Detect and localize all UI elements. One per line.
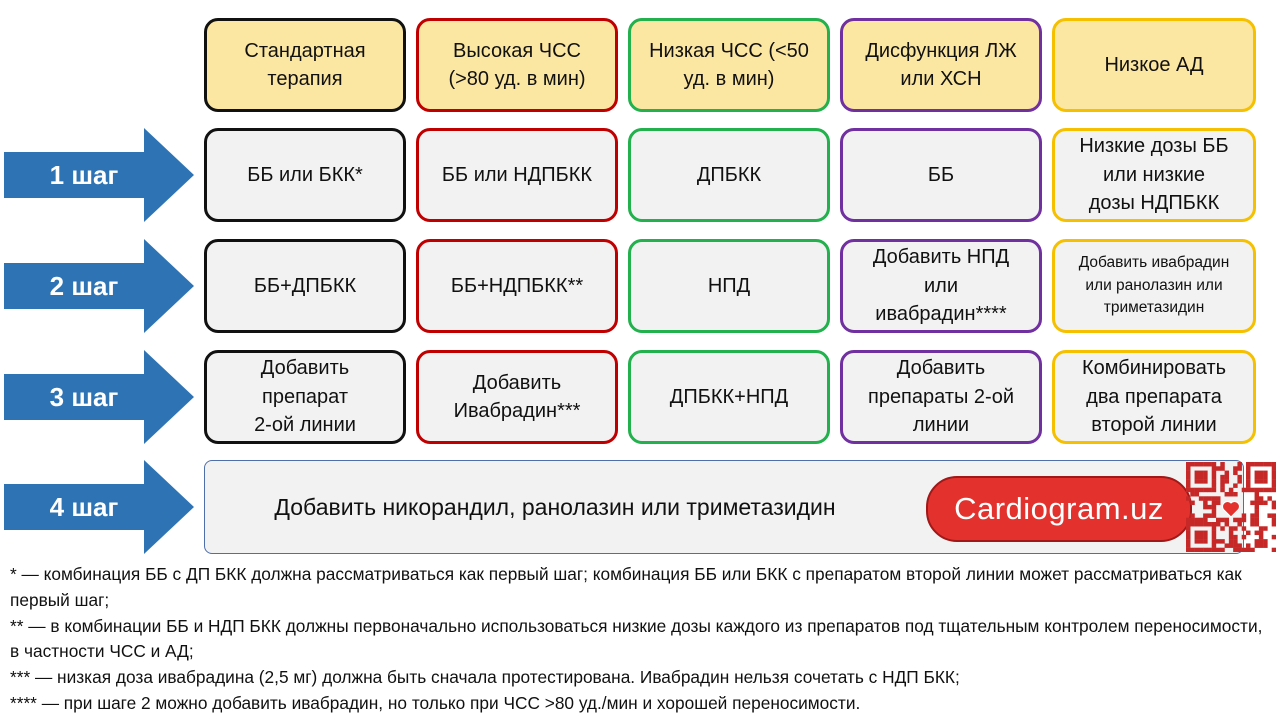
step-1-label: 1 шаг — [49, 159, 119, 190]
footnotes — [10, 562, 1272, 717]
qr-code-icon[interactable] — [1186, 462, 1276, 552]
step-2-arrow — [4, 239, 194, 333]
step2-standard-cell: ББ+ДПБКК — [204, 239, 406, 333]
step1-lv-cell: ББ — [840, 128, 1042, 222]
footnote-2: ** — в комбинации ББ и НДП БКК должны первоначально использоваться низкие дозы каждого из препаратов под тщательным контролем переносимости, в частности ЧСС и АД; — [10, 615, 1263, 662]
step3-standard-cell: Добавить препарат 2-ой линии — [204, 350, 406, 444]
footnote-4: **** — при шаге 2 можно добавить ивабрадин, но только при ЧСС >80 уд./мин и хорошей переносимости. — [10, 692, 861, 713]
cardiogram-logo[interactable]: Cardiogram.uz — [926, 476, 1192, 542]
step1-low-hr-cell: ДПБКК — [628, 128, 830, 222]
step3-high-hr-cell: Добавить Ивабрадин*** — [416, 350, 618, 444]
footnote-1: * — комбинация ББ с ДП БКК должна рассматриваться как первый шаг; комбинация ББ или БКК с препаратом второй линии может рассматриваться как первый шаг; — [10, 564, 1242, 610]
header-low-bp: Низкое АД — [1052, 18, 1256, 112]
step4-text: Добавить никорандил, ранолазин или триметазидин — [274, 493, 836, 520]
header-standard-therapy: Стандартная терапия — [204, 18, 406, 112]
step2-low-hr-cell: НПД — [628, 239, 830, 333]
step3-low-hr-cell: ДПБКК+НПД — [628, 350, 830, 444]
step3-low-bp-cell: Комбинировать два препарата второй линии — [1052, 350, 1256, 444]
header-lv-dysfunction: Дисфункция ЛЖ или ХСН — [840, 18, 1042, 112]
step2-lv-cell: Добавить НПД или ивабрадин**** — [840, 239, 1042, 333]
header-low-heart-rate: Низкая ЧСС (<50 уд. в мин) — [628, 18, 830, 112]
step3-lv-cell: Добавить препараты 2-ой линии — [840, 350, 1042, 444]
step1-high-hr-cell: ББ или НДПБКК — [416, 128, 618, 222]
footnote-3: *** — низкая доза ивабрадина (2,5 мг) должна быть сначала протестирована. Ивабрадин нельзя сочетать с НДП БКК; — [10, 667, 960, 688]
step1-standard-cell: ББ или БКК* — [204, 128, 406, 222]
step-4-arrow — [4, 460, 194, 554]
step2-high-hr-cell: ББ+НДПБКК** — [416, 239, 618, 333]
step2-low-bp-cell: Добавить ивабрадин или ранолазин или триметазидин — [1052, 239, 1256, 333]
step-3-label: 3 шаг — [49, 381, 119, 412]
step-2-label: 2 шаг — [49, 270, 119, 301]
step-3-arrow — [4, 350, 194, 444]
step-1-arrow — [4, 128, 194, 222]
header-high-heart-rate: Высокая ЧСС (>80 уд. в мин) — [416, 18, 618, 112]
step-4-label: 4 шаг — [49, 491, 119, 522]
step1-low-bp-cell: Низкие дозы ББ или низкие дозы НДПБКК — [1052, 128, 1256, 222]
